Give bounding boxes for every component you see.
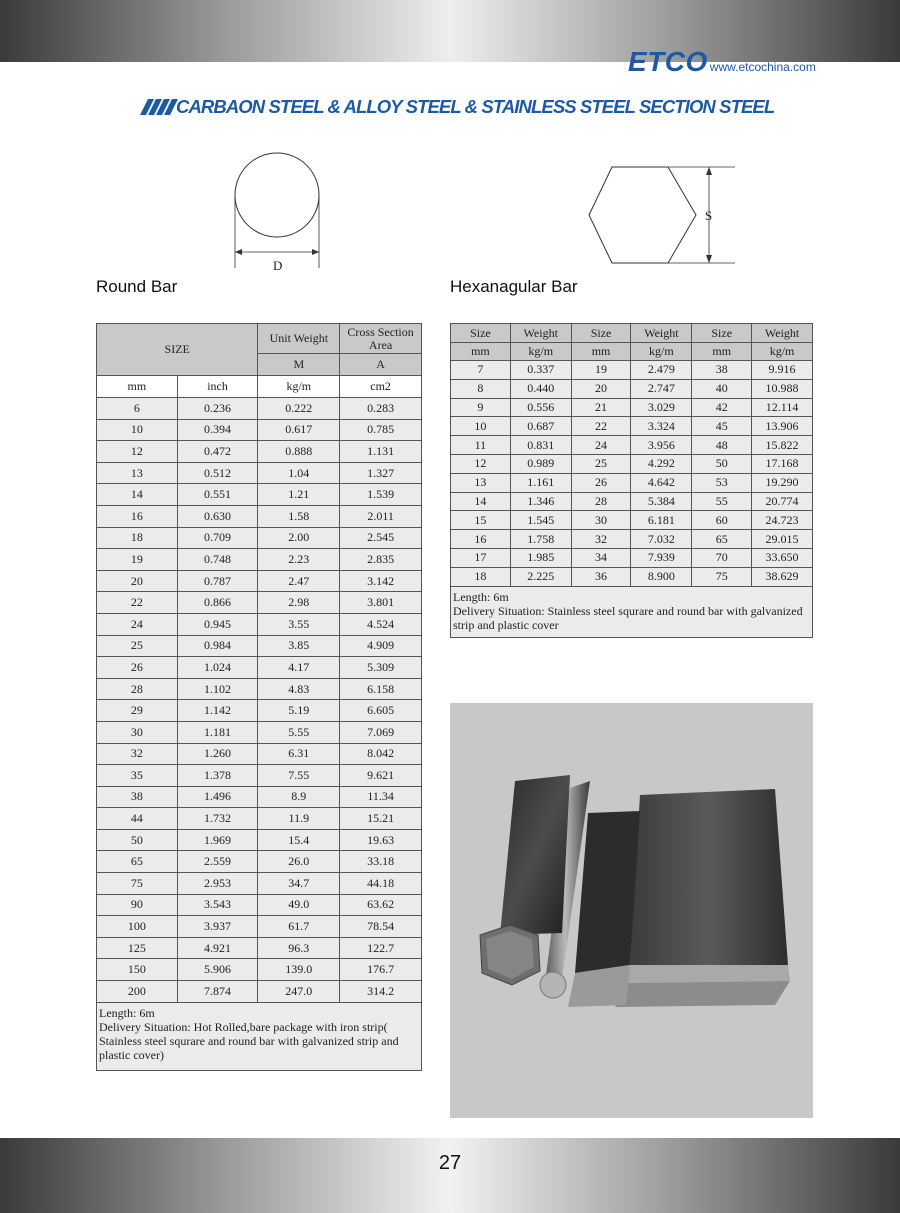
table-cell: 18 xyxy=(451,567,511,586)
table-cell: 12.114 xyxy=(752,398,813,417)
table-cell: 44 xyxy=(97,808,178,830)
a-header: A xyxy=(340,354,422,376)
table-cell: 1.260 xyxy=(177,743,258,765)
cross-section-header: Cross Section Area xyxy=(340,324,422,354)
hex-unit: mm xyxy=(451,343,511,361)
table-cell: 14 xyxy=(97,484,178,506)
table-cell: 35 xyxy=(97,765,178,787)
table-cell: 13 xyxy=(451,473,511,492)
table-cell: 25 xyxy=(571,454,631,473)
table-row xyxy=(97,549,422,571)
table-row xyxy=(97,937,422,959)
table-cell: 6 xyxy=(97,398,178,420)
table-row xyxy=(97,484,422,506)
table-row xyxy=(451,454,813,473)
table-cell: 1.04 xyxy=(258,462,340,484)
table-cell: 96.3 xyxy=(258,937,340,959)
table-cell: 10 xyxy=(451,417,511,436)
table-cell: 1.142 xyxy=(177,700,258,722)
table-cell: 3.55 xyxy=(258,613,340,635)
table-cell: 25 xyxy=(97,635,178,657)
table-row xyxy=(97,721,422,743)
table-cell: 3.937 xyxy=(177,916,258,938)
table-row xyxy=(451,436,813,455)
table-cell: 1.969 xyxy=(177,829,258,851)
table-row xyxy=(97,916,422,938)
hex-bar-notes xyxy=(451,586,813,637)
table-cell: 24 xyxy=(571,436,631,455)
table-cell: 6.605 xyxy=(340,700,422,722)
table-cell: 15 xyxy=(451,511,511,530)
table-cell: 55 xyxy=(692,492,752,511)
table-row xyxy=(97,981,422,1003)
table-cell: 1.181 xyxy=(177,721,258,743)
table-cell: 50 xyxy=(97,829,178,851)
table-cell: 4.524 xyxy=(340,613,422,635)
table-cell: 1.985 xyxy=(510,548,571,567)
table-cell: 4.921 xyxy=(177,937,258,959)
unit-weight-header: Unit Weight xyxy=(258,324,340,354)
table-cell: 65 xyxy=(97,851,178,873)
table-cell: 0.236 xyxy=(177,398,258,420)
note-line: Delivery Situation: Hot Rolled,bare package with iron strip( xyxy=(99,1019,388,1034)
table-cell: 3.85 xyxy=(258,635,340,657)
table-cell: 0.394 xyxy=(177,419,258,441)
table-cell: 40 xyxy=(692,379,752,398)
table-cell: 11.9 xyxy=(258,808,340,830)
table-cell: 75 xyxy=(97,873,178,895)
unit-inch: inch xyxy=(177,376,258,398)
table-cell: 3.029 xyxy=(631,398,692,417)
table-cell: 1.21 xyxy=(258,484,340,506)
table-cell: 17.168 xyxy=(752,454,813,473)
table-cell: 3.324 xyxy=(631,417,692,436)
table-row xyxy=(97,635,422,657)
table-cell: 200 xyxy=(97,981,178,1003)
table-cell: 16 xyxy=(97,505,178,527)
table-cell: 0.556 xyxy=(510,398,571,417)
size-header: SIZE xyxy=(97,324,258,376)
table-cell: 16 xyxy=(451,530,511,549)
table-cell: 6.158 xyxy=(340,678,422,700)
table-row xyxy=(97,829,422,851)
hex-unit: kg/m xyxy=(510,343,571,361)
note-line: Length: 6m xyxy=(99,1005,155,1020)
table-row xyxy=(97,613,422,635)
table-cell: 4.292 xyxy=(631,454,692,473)
table-cell: 0.512 xyxy=(177,462,258,484)
table-row xyxy=(97,592,422,614)
table-cell: 0.617 xyxy=(258,419,340,441)
table-cell: 22 xyxy=(571,417,631,436)
table-cell: 0.440 xyxy=(510,379,571,398)
title-stripes-icon xyxy=(140,99,178,115)
table-cell: 24.723 xyxy=(752,511,813,530)
table-cell: 22 xyxy=(97,592,178,614)
table-row xyxy=(97,873,422,895)
table-cell: 11.34 xyxy=(340,786,422,808)
table-cell: 38.629 xyxy=(752,567,813,586)
table-row xyxy=(97,527,422,549)
table-cell: 0.984 xyxy=(177,635,258,657)
table-cell: 4.909 xyxy=(340,635,422,657)
table-row xyxy=(97,700,422,722)
hex-unit: kg/m xyxy=(631,343,692,361)
table-cell: 5.384 xyxy=(631,492,692,511)
table-cell: 150 xyxy=(97,959,178,981)
table-cell: 5.309 xyxy=(340,657,422,679)
table-cell: 1.58 xyxy=(258,505,340,527)
footer-band xyxy=(0,1138,900,1213)
table-cell: 1.024 xyxy=(177,657,258,679)
hex-size-header: Size xyxy=(571,324,631,343)
table-row xyxy=(97,851,422,873)
table-cell: 0.787 xyxy=(177,570,258,592)
page-number: 27 xyxy=(438,1152,462,1174)
hex-bar-diagram xyxy=(585,163,740,273)
unit-cm2: cm2 xyxy=(340,376,422,398)
table-cell: 24 xyxy=(97,613,178,635)
table-row xyxy=(451,492,813,511)
table-cell: 11 xyxy=(451,436,511,455)
table-cell: 2.23 xyxy=(258,549,340,571)
table-cell: 247.0 xyxy=(258,981,340,1003)
table-cell: 20.774 xyxy=(752,492,813,511)
table-cell: 19 xyxy=(571,361,631,380)
table-cell: 12 xyxy=(451,454,511,473)
hex-bar-table xyxy=(450,323,813,638)
table-cell: 60 xyxy=(692,511,752,530)
table-cell: 78.54 xyxy=(340,916,422,938)
table-cell: 32 xyxy=(571,530,631,549)
table-cell: 53 xyxy=(692,473,752,492)
table-cell: 100 xyxy=(97,916,178,938)
hex-weight-header: Weight xyxy=(631,324,692,343)
table-row xyxy=(451,398,813,417)
table-cell: 28 xyxy=(97,678,178,700)
round-bar-notes xyxy=(97,1002,422,1070)
note-line: strip and plastic cover xyxy=(453,617,559,632)
table-cell: 29.015 xyxy=(752,530,813,549)
table-cell: 2.835 xyxy=(340,549,422,571)
table-cell: 6.181 xyxy=(631,511,692,530)
table-cell: 4.83 xyxy=(258,678,340,700)
table-cell: 49.0 xyxy=(258,894,340,916)
table-cell: 4.642 xyxy=(631,473,692,492)
table-cell: 5.19 xyxy=(258,700,340,722)
note-line: Stainless steel squrare and round bar with galvanized strip and xyxy=(99,1033,399,1048)
table-cell: 50 xyxy=(692,454,752,473)
table-cell: 15.4 xyxy=(258,829,340,851)
table-cell: 75 xyxy=(692,567,752,586)
table-row xyxy=(97,765,422,787)
table-cell: 8.042 xyxy=(340,743,422,765)
table-cell: 26 xyxy=(571,473,631,492)
table-cell: 13 xyxy=(97,462,178,484)
table-cell: 0.337 xyxy=(510,361,571,380)
table-cell: 2.559 xyxy=(177,851,258,873)
table-cell: 1.378 xyxy=(177,765,258,787)
table-cell: 1.102 xyxy=(177,678,258,700)
table-cell: 1.758 xyxy=(510,530,571,549)
table-row xyxy=(97,743,422,765)
table-cell: 19.63 xyxy=(340,829,422,851)
table-cell: 34 xyxy=(571,548,631,567)
table-cell: 0.222 xyxy=(258,398,340,420)
table-cell: 26.0 xyxy=(258,851,340,873)
table-cell: 45 xyxy=(692,417,752,436)
table-cell: 2.98 xyxy=(258,592,340,614)
table-cell: 19.290 xyxy=(752,473,813,492)
table-cell: 28 xyxy=(571,492,631,511)
table-cell: 8 xyxy=(451,379,511,398)
logo-text: ETCO xyxy=(628,46,708,77)
hex-unit: kg/m xyxy=(752,343,813,361)
table-cell: 7.032 xyxy=(631,530,692,549)
table-cell: 2.479 xyxy=(631,361,692,380)
table-row xyxy=(97,419,422,441)
table-cell: 21 xyxy=(571,398,631,417)
page-title-bar xyxy=(140,96,830,122)
round-bar-table xyxy=(96,323,422,1071)
round-bar-diagram xyxy=(228,150,328,275)
table-cell: 176.7 xyxy=(340,959,422,981)
table-cell: 2.00 xyxy=(258,527,340,549)
table-cell: 3.956 xyxy=(631,436,692,455)
note-line: Length: 6m xyxy=(453,589,509,604)
table-cell: 15.21 xyxy=(340,808,422,830)
table-cell: 44.18 xyxy=(340,873,422,895)
unit-mm: mm xyxy=(97,376,178,398)
table-cell: 1.545 xyxy=(510,511,571,530)
table-cell: 1.131 xyxy=(340,441,422,463)
table-cell: 61.7 xyxy=(258,916,340,938)
table-cell: 0.748 xyxy=(177,549,258,571)
table-row xyxy=(97,441,422,463)
diameter-label: D xyxy=(273,258,283,273)
logo-url: www.etcochina.com xyxy=(709,60,816,74)
table-cell: 2.225 xyxy=(510,567,571,586)
table-cell: 1.539 xyxy=(340,484,422,506)
steel-bars-illustration xyxy=(450,703,813,1118)
table-cell: 1.161 xyxy=(510,473,571,492)
table-cell: 10 xyxy=(97,419,178,441)
table-cell: 36 xyxy=(571,567,631,586)
table-row xyxy=(451,473,813,492)
table-cell: 3.801 xyxy=(340,592,422,614)
table-cell: 0.283 xyxy=(340,398,422,420)
table-row xyxy=(451,567,813,586)
table-cell: 34.7 xyxy=(258,873,340,895)
table-cell: 3.142 xyxy=(340,570,422,592)
table-cell: 2.545 xyxy=(340,527,422,549)
table-cell: 7.069 xyxy=(340,721,422,743)
table-cell: 5.55 xyxy=(258,721,340,743)
table-cell: 9.621 xyxy=(340,765,422,787)
table-cell: 33.650 xyxy=(752,548,813,567)
table-cell: 314.2 xyxy=(340,981,422,1003)
table-cell: 15.822 xyxy=(752,436,813,455)
table-row xyxy=(97,505,422,527)
table-row xyxy=(451,417,813,436)
table-cell: 0.709 xyxy=(177,527,258,549)
table-row xyxy=(451,530,813,549)
company-logo xyxy=(628,46,816,78)
table-cell: 30 xyxy=(571,511,631,530)
table-cell: 1.496 xyxy=(177,786,258,808)
table-cell: 20 xyxy=(97,570,178,592)
unit-kgm: kg/m xyxy=(258,376,340,398)
table-cell: 2.011 xyxy=(340,505,422,527)
hex-size-header: Size xyxy=(692,324,752,343)
table-row xyxy=(451,511,813,530)
table-cell: 1.732 xyxy=(177,808,258,830)
table-cell: 26 xyxy=(97,657,178,679)
note-line: Delivery Situation: Stainless steel squrare and round bar with galvanized xyxy=(453,603,803,618)
table-cell: 7.939 xyxy=(631,548,692,567)
table-row xyxy=(451,548,813,567)
table-cell: 13.906 xyxy=(752,417,813,436)
hex-size-header: Size xyxy=(451,324,511,343)
table-cell: 70 xyxy=(692,548,752,567)
table-cell: 8.900 xyxy=(631,567,692,586)
table-cell: 48 xyxy=(692,436,752,455)
table-cell: 0.551 xyxy=(177,484,258,506)
table-row xyxy=(97,657,422,679)
table-row xyxy=(97,462,422,484)
table-row xyxy=(97,786,422,808)
table-cell: 6.31 xyxy=(258,743,340,765)
table-cell: 90 xyxy=(97,894,178,916)
table-cell: 1.346 xyxy=(510,492,571,511)
table-row xyxy=(97,678,422,700)
table-cell: 10.988 xyxy=(752,379,813,398)
table-row xyxy=(97,398,422,420)
table-cell: 65 xyxy=(692,530,752,549)
table-cell: 0.945 xyxy=(177,613,258,635)
table-cell: 30 xyxy=(97,721,178,743)
table-row xyxy=(97,570,422,592)
note-line: plastic cover) xyxy=(99,1047,164,1062)
table-cell: 19 xyxy=(97,549,178,571)
table-cell: 7 xyxy=(451,361,511,380)
table-cell: 18 xyxy=(97,527,178,549)
table-cell: 14 xyxy=(451,492,511,511)
table-cell: 7.55 xyxy=(258,765,340,787)
hex-unit: mm xyxy=(571,343,631,361)
table-cell: 0.888 xyxy=(258,441,340,463)
table-cell: 5.906 xyxy=(177,959,258,981)
table-cell: 29 xyxy=(97,700,178,722)
table-cell: 63.62 xyxy=(340,894,422,916)
hex-bar-title: Hexanagular Bar xyxy=(450,277,578,296)
table-cell: 0.866 xyxy=(177,592,258,614)
table-cell: 17 xyxy=(451,548,511,567)
table-cell: 2.747 xyxy=(631,379,692,398)
table-cell: 32 xyxy=(97,743,178,765)
table-row xyxy=(97,894,422,916)
table-cell: 38 xyxy=(97,786,178,808)
table-cell: 33.18 xyxy=(340,851,422,873)
across-flats-label: S xyxy=(705,208,713,223)
table-cell: 7.874 xyxy=(177,981,258,1003)
table-cell: 20 xyxy=(571,379,631,398)
table-cell: 4.17 xyxy=(258,657,340,679)
m-header: M xyxy=(258,354,340,376)
table-cell: 0.831 xyxy=(510,436,571,455)
page-title: CARBAON STEEL & ALLOY STEEL & STAINLESS STEEL SECTION STEEL xyxy=(176,96,775,117)
table-cell: 2.953 xyxy=(177,873,258,895)
steel-bars-photo xyxy=(450,703,813,1118)
table-row xyxy=(97,808,422,830)
table-cell: 0.472 xyxy=(177,441,258,463)
hex-weight-header: Weight xyxy=(510,324,571,343)
table-cell: 0.785 xyxy=(340,419,422,441)
table-cell: 125 xyxy=(97,937,178,959)
hex-weight-header: Weight xyxy=(752,324,813,343)
table-cell: 12 xyxy=(97,441,178,463)
table-cell: 2.47 xyxy=(258,570,340,592)
table-cell: 38 xyxy=(692,361,752,380)
round-bar-title: Round Bar xyxy=(96,277,178,296)
table-cell: 9 xyxy=(451,398,511,417)
table-cell: 9.916 xyxy=(752,361,813,380)
table-row xyxy=(451,361,813,380)
table-row xyxy=(451,379,813,398)
table-cell: 0.630 xyxy=(177,505,258,527)
table-cell: 0.687 xyxy=(510,417,571,436)
table-cell: 3.543 xyxy=(177,894,258,916)
table-cell: 139.0 xyxy=(258,959,340,981)
table-cell: 8.9 xyxy=(258,786,340,808)
table-cell: 1.327 xyxy=(340,462,422,484)
table-cell: 42 xyxy=(692,398,752,417)
hex-unit: mm xyxy=(692,343,752,361)
table-cell: 0.989 xyxy=(510,454,571,473)
table-row xyxy=(97,959,422,981)
table-cell: 122.7 xyxy=(340,937,422,959)
